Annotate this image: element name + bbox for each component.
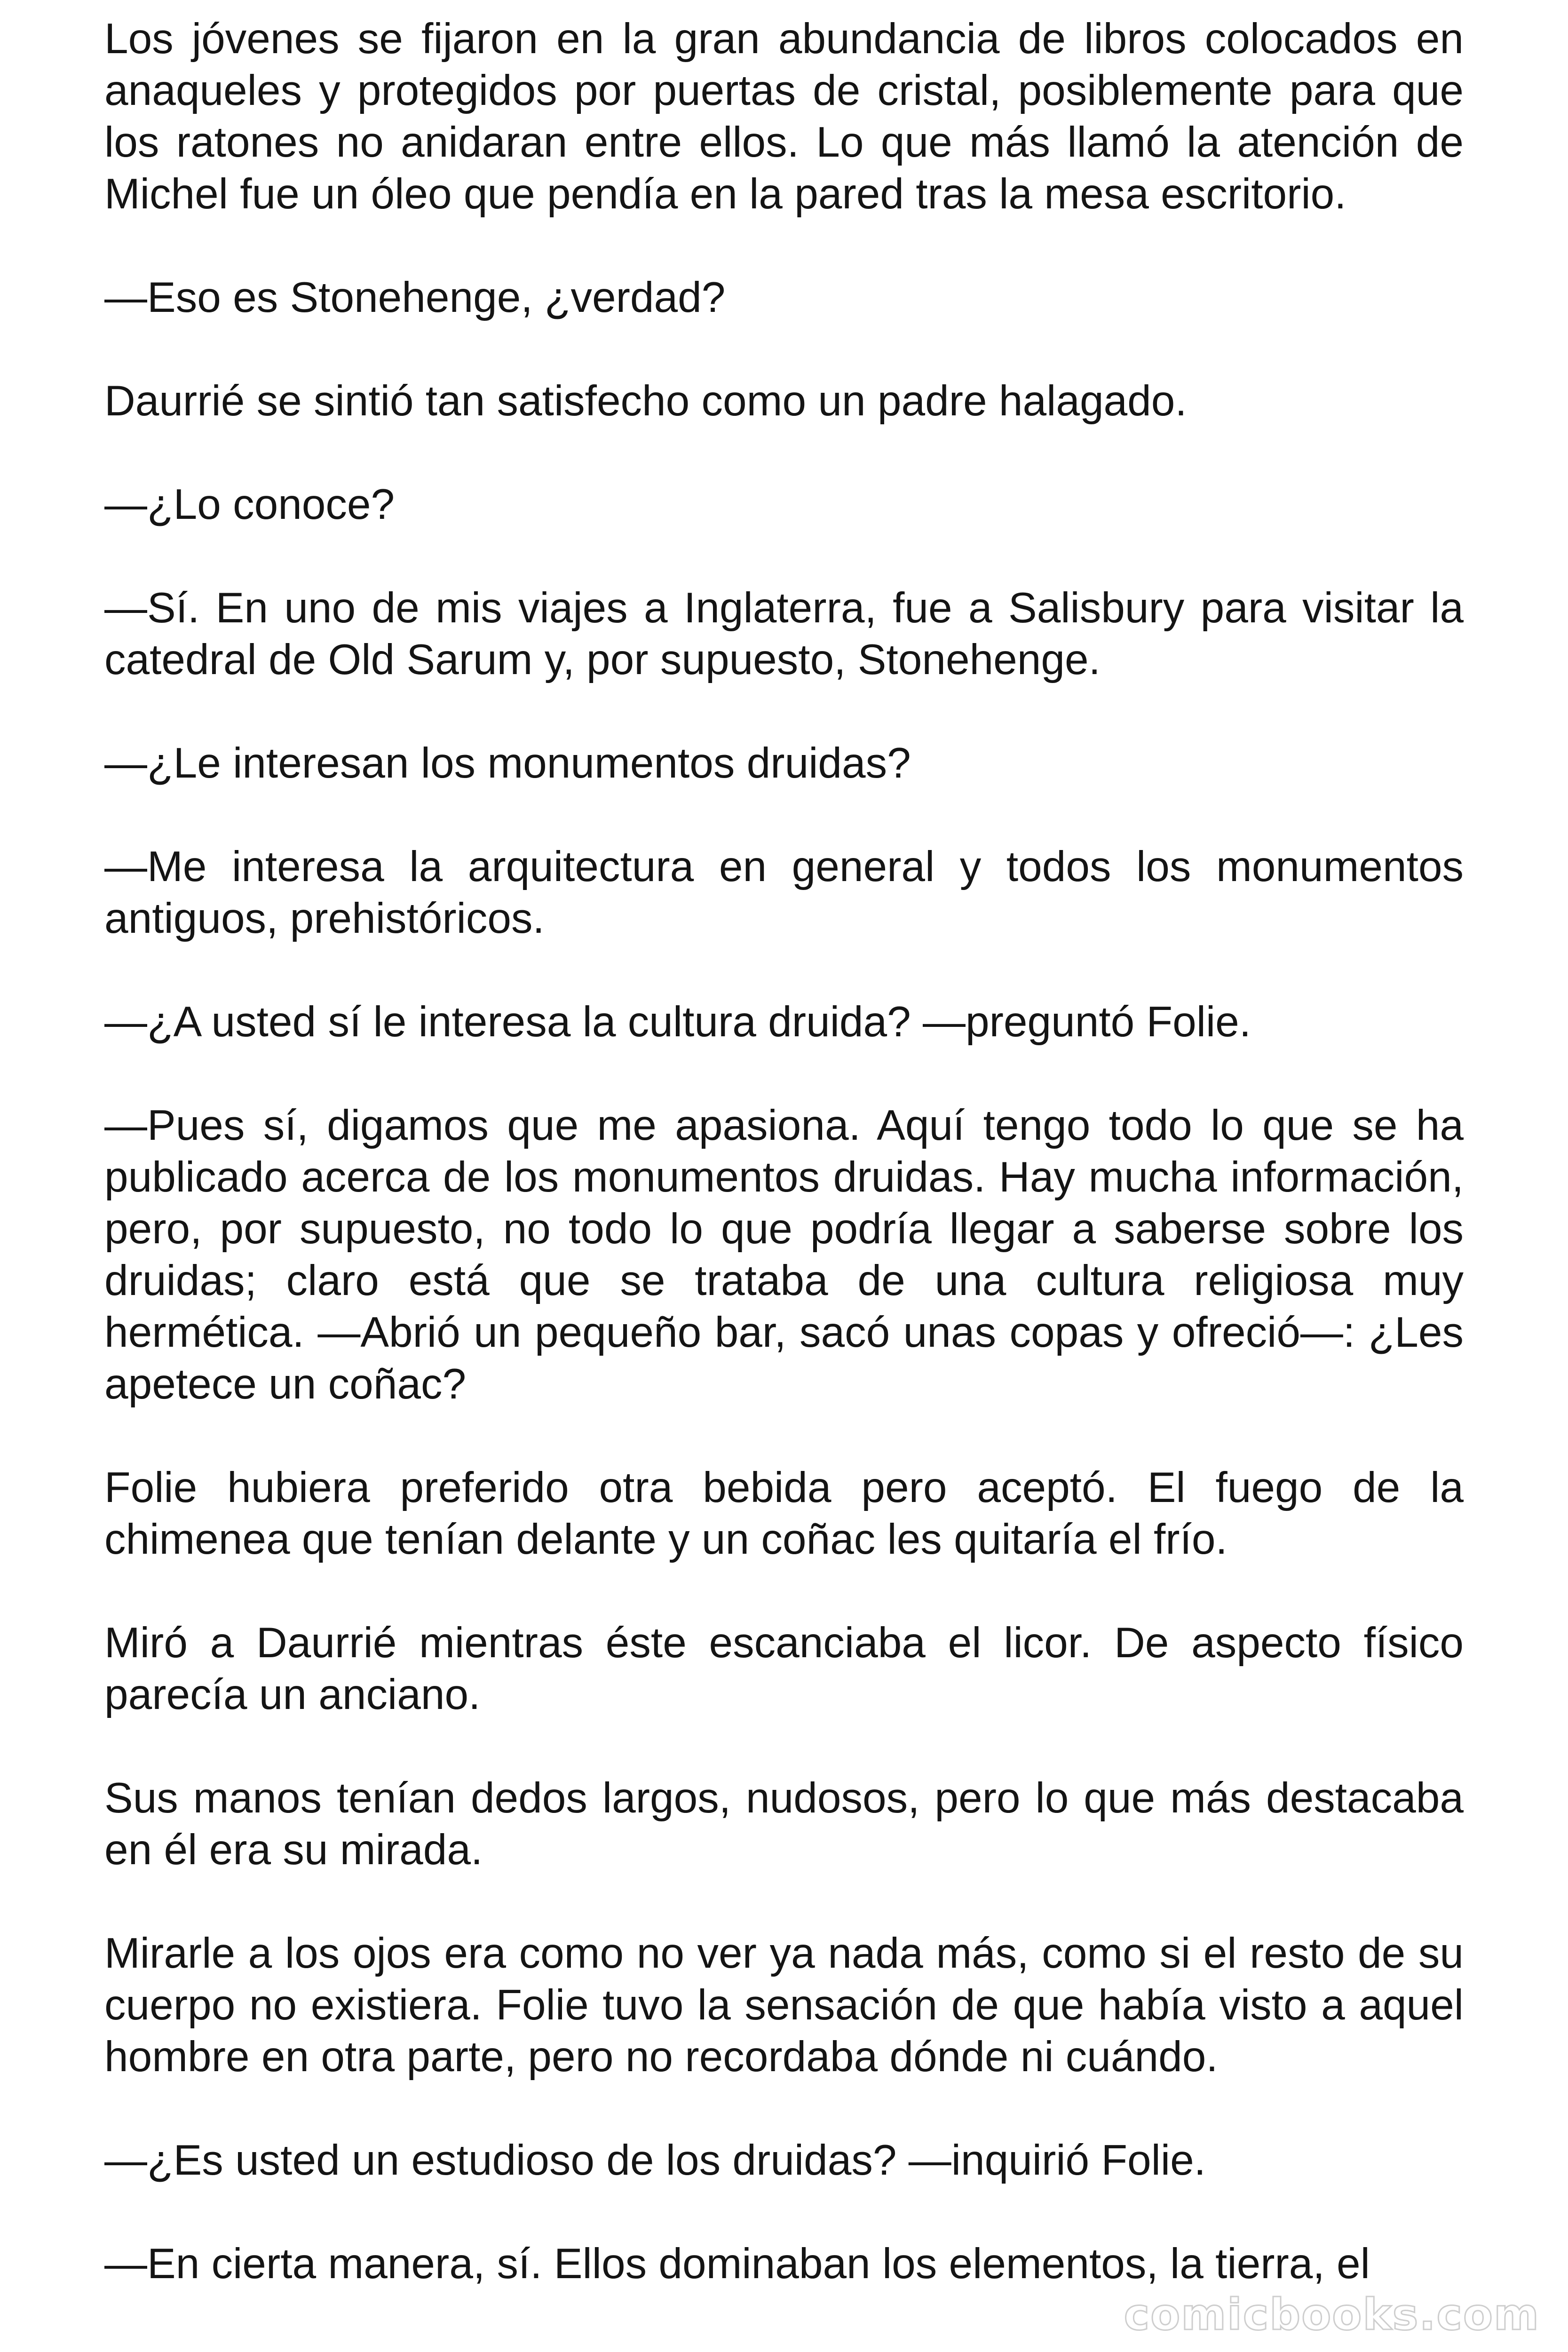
paragraph-4: —¿Lo conoce? [104,481,395,528]
paragraph-9: —Pues sí, digamos que me apasiona. Aquí tengo todo lo que se ha publicado acerca de los monumentos druidas. Hay mucha información, pero, por supuesto, no todo lo que podría llegar a saberse sobre los druidas; claro está que se trataba de una cultura religiosa muy hermética. —Abrió un pequeño bar, sacó unas copas y ofreció—: ¿Les apetece un coñac? [104,1102,1464,1408]
paragraph-1: Los jóvenes se fijaron en la gran abundancia de libros colocados en anaqueles y protegidos por puertas de cristal, posiblemente para que los ratones no anidaran entre ellos. Lo que más llamó la atención de Michel fue un óleo que pendía en la pared tras la mesa escritorio. [104,15,1464,218]
paragraph-11: Miró a Daurrié mientras éste escanciaba el licor. De aspecto físico parecía un anciano. [104,1619,1464,1718]
paragraph-8: —¿A usted sí le interesa la cultura druida? —preguntó Folie. [104,998,1251,1046]
paragraph-5: —Sí. En uno de mis viajes a Inglaterra, fue a Salisbury para visitar la catedral de Old Sarum y, por supuesto, Stonehenge. [104,584,1464,683]
body-text [104,13,1464,2342]
paragraph-13: Mirarle a los ojos era como no ver ya nada más, como si el resto de su cuerpo no existiera. Folie tuvo la sensación de que había visto a aquel hombre en otra parte, pero no recordaba dónde ni cuándo. [104,1930,1464,2081]
paragraph-6: —¿Le interesan los monumentos druidas? [104,739,911,787]
paragraph-2: —Eso es Stonehenge, ¿verdad? [104,274,726,321]
paragraph-7: —Me interesa la arquitectura en general y todos los monumentos antiguos, prehistóricos. [104,843,1464,942]
paragraph-3: Daurrié se sintió tan satisfecho como un padre halagado. [104,377,1187,425]
paragraph-12: Sus manos tenían dedos largos, nudosos, pero lo que más destacaba en él era su mirada. [104,1774,1464,1874]
paragraph-15: —En cierta manera, sí. Ellos dominaban los elementos, la tierra, el [104,2240,1370,2288]
paragraph-14: —¿Es usted un estudioso de los druidas? —inquirió Folie. [104,2137,1206,2184]
paragraph-10: Folie hubiera preferido otra bebida pero aceptó. El fuego de la chimenea que tenían delante y un coñac les quitaría el frío. [104,1464,1464,1563]
watermark: comicbooks.com [1124,2289,1540,2340]
